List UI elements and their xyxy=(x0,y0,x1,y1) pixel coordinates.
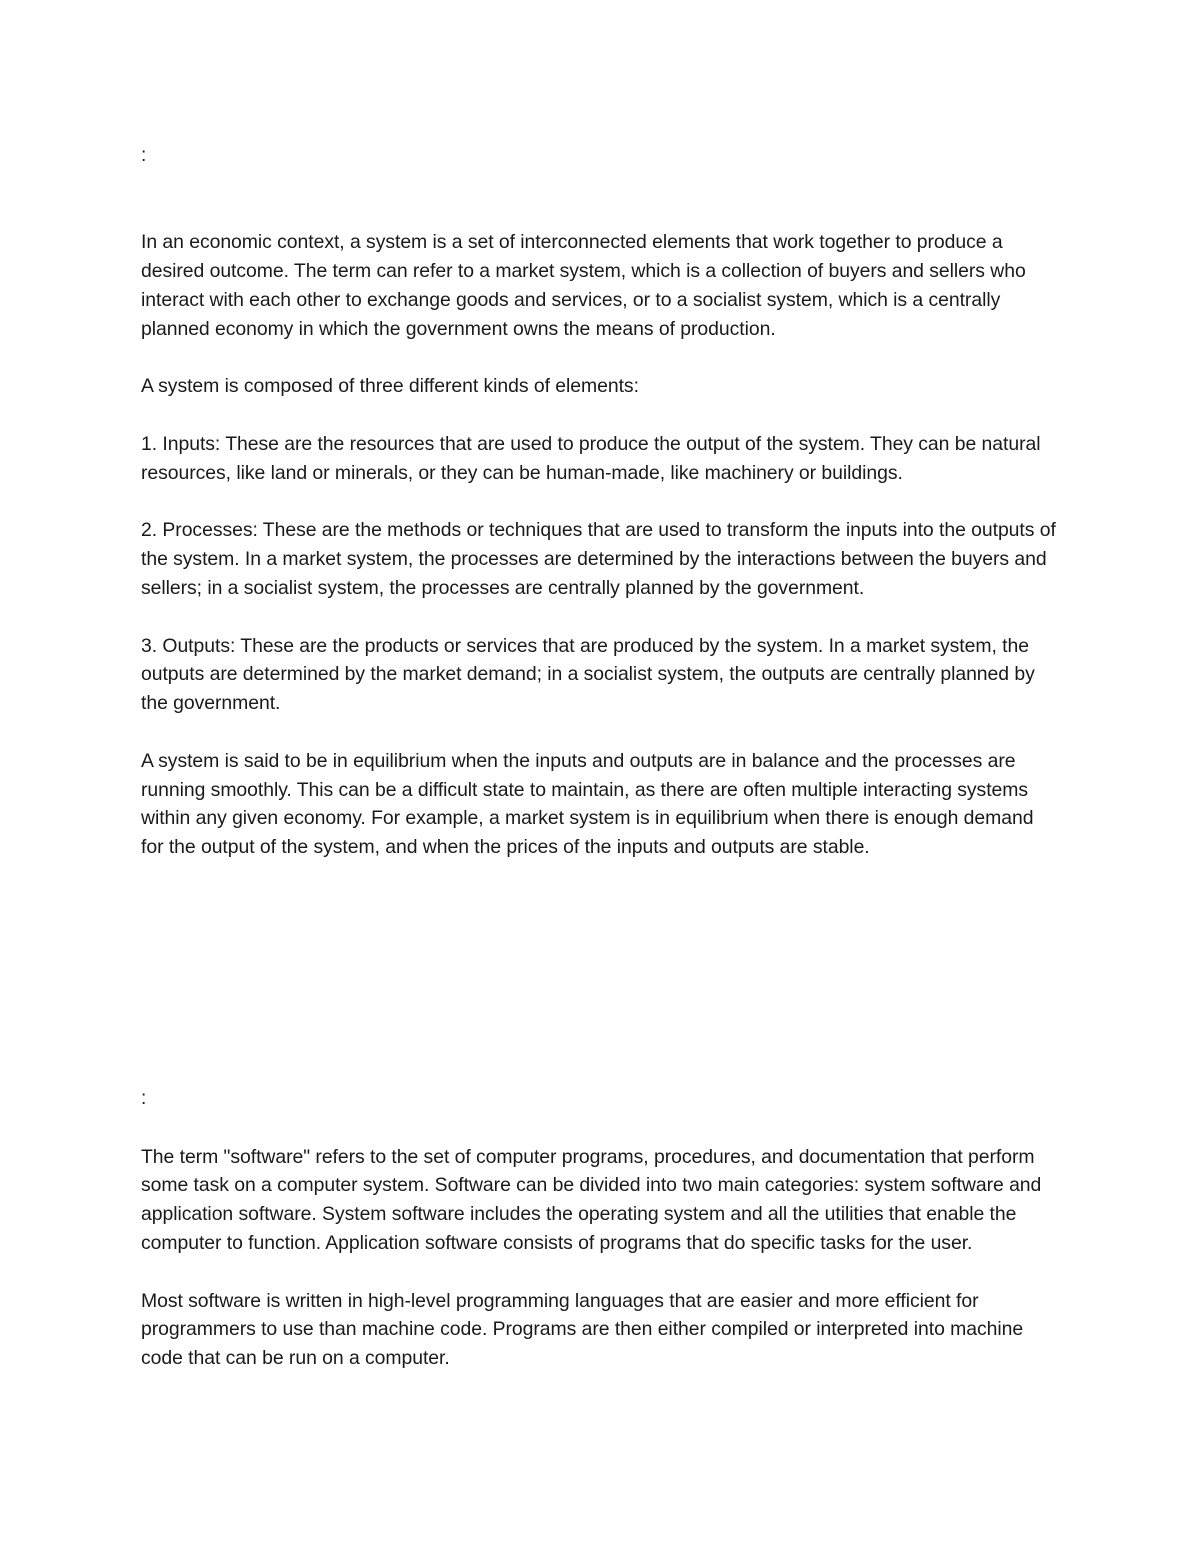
section-heading: : xyxy=(141,145,147,166)
paragraph-programming-languages: Most software is written in high-level programming languages that are easier and more efficient for programmers to use than machine code. Programs are then either compiled or interpreted into machine code that can be run on a computer. xyxy=(141,1289,1024,1370)
paragraph-outputs: 3. Outputs: These are the products or services that are produced by the system. In a market system, the outputs are determined by the market demand; in a socialist system, the outputs are centrally planned by the government. xyxy=(141,634,1035,715)
section-economic-system xyxy=(141,142,1061,891)
paragraph-processes: 2. Processes: These are the methods or techniques that are used to transform the inputs into the outputs of the system. In a market system, the processes are determined by the interactions between the buyers and sellers; in a socialist system, the processes are centrally planned by the government. xyxy=(141,519,1056,599)
section-heading: : xyxy=(141,1088,147,1109)
paragraph-equilibrium: A system is said to be in equilibrium when the inputs and outputs are in balance and the processes are running smoothly. This can be a difficult state to maintain, as there are often multiple interacting systems within any given economy. For example, a market system is in equilibrium when there is enough demand for the output of the system, and when the prices of the inputs and outputs are stable. xyxy=(141,749,1034,859)
section-software xyxy=(141,1085,1061,1402)
paragraph-system-definition: In an economic context, a system is a set of interconnected elements that work together to produce a desired outcome. The term can refer to a market system, which is a collection of buyers and sellers who interact with each other to exchange goods and services, or to a socialist system, which is a centrally planned economy in which the government owns the means of production. xyxy=(141,231,1026,340)
paragraph-software-definition: The term "software" refers to the set of computer programs, procedures, and documentation that perform some task on a computer system. Software can be divided into two main categories: system software and application software. System software includes the operating system and all the utilities that enable the computer to function. Application software consists of programs that do specific tasks for the user. xyxy=(141,1145,1042,1254)
paragraph-elements-intro: A system is composed of three different kinds of elements: xyxy=(141,375,639,398)
paragraph-inputs: 1. Inputs: These are the resources that are used to produce the output of the system. They can be natural resources, like land or minerals, or they can be human-made, like machinery or buildings. xyxy=(141,432,1041,484)
